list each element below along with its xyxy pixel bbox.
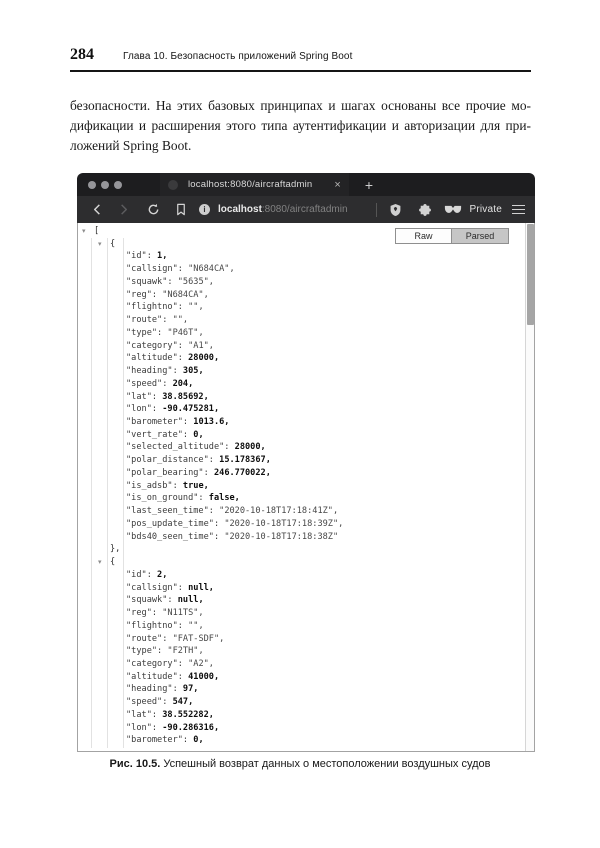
- extensions-puzzle-icon[interactable]: [415, 200, 435, 220]
- json-value: null,: [188, 582, 214, 593]
- scrollbar[interactable]: [525, 223, 534, 751]
- json-key: "type":: [126, 646, 168, 657]
- json-value: 15.178367,: [219, 455, 271, 466]
- url-host: localhost: [218, 204, 262, 215]
- json-key: "speed":: [126, 378, 173, 389]
- json-value: true,: [182, 480, 209, 491]
- json-lines: [78, 225, 524, 747]
- json-value: "2020-10-18T17:18:38Z": [224, 531, 339, 542]
- json-key: "bds40_seen_time":: [126, 531, 225, 542]
- maximize-window-button[interactable]: [114, 181, 122, 189]
- json-key: "speed":: [126, 697, 173, 708]
- figure-caption-label: Рис. 10.5.: [109, 758, 161, 770]
- json-value: 38.552282,: [162, 709, 214, 720]
- json-value: "FAT-SDF",: [172, 633, 225, 644]
- json-line: [78, 696, 524, 709]
- json-viewer: [78, 223, 524, 751]
- json-line: [78, 594, 524, 607]
- json-key: "last_seen_time":: [126, 506, 220, 517]
- json-value: 246.770022,: [213, 467, 271, 478]
- json-key: "id":: [126, 251, 158, 262]
- json-key: "category":: [126, 340, 189, 351]
- json-line: [78, 683, 524, 696]
- json-view-toggle: [395, 228, 509, 244]
- collapse-toggle-icon[interactable]: ▾: [82, 227, 86, 235]
- body-paragraph: [70, 96, 531, 156]
- browser-window: [77, 173, 535, 752]
- json-key: "lon":: [126, 404, 163, 415]
- json-line: [78, 607, 524, 620]
- collapse-toggle-icon[interactable]: ▾: [98, 558, 102, 567]
- json-line: [78, 582, 524, 595]
- json-line: [78, 289, 524, 302]
- body-line: ложений Spring Boot.: [70, 138, 192, 153]
- back-icon[interactable]: [87, 200, 107, 220]
- json-line: [78, 429, 524, 442]
- json-line: [78, 569, 524, 582]
- json-key: "squawk":: [126, 595, 178, 606]
- json-line: [78, 543, 524, 556]
- json-key: "id":: [126, 569, 158, 580]
- json-key: "altitude":: [126, 671, 189, 682]
- toolbar-divider: [376, 203, 377, 217]
- json-key: "lat":: [126, 709, 163, 720]
- json-value: "N684CA",: [162, 289, 209, 300]
- url-bar[interactable]: [199, 204, 368, 215]
- json-line: [78, 327, 524, 340]
- json-value: -90.286316,: [162, 722, 220, 733]
- json-value: 204,: [172, 378, 194, 389]
- json-line: [78, 403, 524, 416]
- minimize-window-button[interactable]: [101, 181, 109, 189]
- json-value: 28000,: [234, 442, 266, 453]
- json-key: "pos_update_time":: [126, 518, 225, 529]
- json-value: 41000,: [188, 671, 220, 682]
- body-line: безопасности. На этих базовых принципах и шагах основаны все прочие мо-: [70, 98, 531, 113]
- json-key: "squawk":: [126, 276, 178, 287]
- json-value: "",: [188, 302, 204, 313]
- json-value: "A2",: [188, 658, 214, 669]
- parsed-view-button[interactable]: Parsed: [452, 228, 509, 244]
- site-info-icon[interactable]: i: [199, 204, 210, 215]
- bookmark-icon[interactable]: [171, 200, 191, 220]
- json-line: [78, 633, 524, 646]
- raw-view-button[interactable]: Raw: [395, 228, 452, 244]
- chapter-title: Глава 10. Безопасность приложений Spring Boot: [123, 51, 353, 62]
- json-key: "lon":: [126, 722, 163, 733]
- json-line: [78, 416, 524, 429]
- json-key: "reg":: [126, 608, 163, 619]
- json-value: "2020-10-18T17:18:39Z",: [224, 518, 344, 529]
- json-line: [78, 505, 524, 518]
- json-line: [78, 645, 524, 658]
- tab-close-icon[interactable]: ×: [334, 178, 341, 191]
- json-line: [78, 276, 524, 289]
- json-key: "heading":: [126, 684, 183, 695]
- json-line: [78, 671, 524, 684]
- json-line: [78, 492, 524, 505]
- forward-icon[interactable]: [113, 200, 133, 220]
- json-line: [78, 722, 524, 735]
- json-value: },: [110, 544, 121, 555]
- json-line: [78, 734, 524, 747]
- collapse-toggle-icon[interactable]: ▾: [98, 239, 102, 248]
- page-content: [77, 223, 535, 752]
- json-line: [78, 441, 524, 454]
- json-key: "flightno":: [126, 302, 189, 313]
- json-line: [78, 556, 524, 569]
- url-path: :8080/aircraftadmin: [261, 204, 348, 215]
- json-value: 28000,: [188, 353, 220, 364]
- figure-caption: [0, 758, 600, 770]
- json-value: false,: [208, 493, 240, 504]
- json-value: "",: [172, 315, 189, 326]
- json-key: "route":: [126, 315, 173, 326]
- private-mask-icon: [443, 200, 463, 220]
- json-line: [78, 518, 524, 531]
- json-line: [78, 301, 524, 314]
- json-line: [78, 658, 524, 671]
- json-key: "reg":: [126, 289, 163, 300]
- json-value: 97,: [182, 684, 199, 695]
- tab-favicon-icon: [168, 180, 178, 190]
- reload-icon[interactable]: [143, 200, 163, 220]
- json-key: "selected_altitude":: [126, 442, 235, 453]
- private-window-label: Private: [469, 204, 502, 215]
- json-key: "flightno":: [126, 620, 189, 631]
- json-line: [78, 709, 524, 722]
- json-value: 0,: [193, 735, 204, 746]
- json-key: "heading":: [126, 366, 183, 377]
- new-tab-button[interactable]: +: [364, 176, 374, 193]
- json-key: "polar_distance":: [126, 455, 220, 466]
- tab-title: localhost:8080/aircraftadmin: [188, 179, 313, 190]
- json-line: [78, 391, 524, 404]
- json-value: 547,: [172, 697, 194, 708]
- json-value: "F2TH",: [167, 646, 204, 657]
- json-line: [78, 531, 524, 544]
- json-line: [78, 340, 524, 353]
- json-key: "route":: [126, 633, 173, 644]
- json-value: "N11TS",: [162, 608, 204, 619]
- json-key: "is_adsb":: [126, 480, 183, 491]
- browser-tab[interactable]: [160, 173, 349, 196]
- tab-bar: [77, 173, 535, 196]
- json-line: [78, 365, 524, 378]
- json-value: 2,: [157, 569, 168, 580]
- scrollbar-thumb[interactable]: [527, 224, 534, 325]
- json-key: "category":: [126, 658, 189, 669]
- json-key: "lat":: [126, 391, 163, 402]
- json-key: "polar_bearing":: [126, 467, 214, 478]
- menu-hamburger-icon[interactable]: [512, 205, 525, 215]
- json-line: [78, 250, 524, 263]
- json-key: "altitude":: [126, 353, 189, 364]
- json-value: 305,: [182, 366, 204, 377]
- body-line: дификации и расширения этого типа аутентификации и авторизации для при-: [70, 118, 531, 133]
- json-key: "is_on_ground":: [126, 493, 209, 504]
- json-line: [78, 454, 524, 467]
- shield-icon[interactable]: [385, 200, 405, 220]
- json-value: {: [110, 238, 116, 249]
- json-line: [78, 620, 524, 633]
- figure-caption-text: Успешный возврат данных о местоположении воздушных судов: [160, 758, 491, 770]
- page-number: 284: [70, 46, 94, 63]
- json-key: "barometer":: [126, 417, 194, 428]
- json-line: [78, 352, 524, 365]
- json-key: "callsign":: [126, 582, 189, 593]
- json-line: [78, 314, 524, 327]
- browser-toolbar: [77, 196, 535, 223]
- json-value: {: [110, 557, 116, 568]
- json-value: 1,: [157, 251, 168, 262]
- json-key: "barometer":: [126, 735, 194, 746]
- close-window-button[interactable]: [88, 181, 96, 189]
- json-key: "vert_rate":: [126, 429, 194, 440]
- json-value: "A1",: [188, 340, 214, 351]
- json-value: "5635",: [177, 276, 214, 287]
- json-line: [78, 480, 524, 493]
- json-line: [78, 378, 524, 391]
- json-value: "N684CA",: [188, 264, 235, 275]
- json-value: 38.85692,: [162, 391, 209, 402]
- json-line: [78, 263, 524, 276]
- json-value: null,: [177, 595, 204, 606]
- page-header: [70, 46, 531, 72]
- json-value: -90.475281,: [162, 404, 220, 415]
- json-value: 1013.6,: [193, 417, 230, 428]
- json-value: "2020-10-18T17:18:41Z",: [219, 506, 339, 517]
- json-key: "callsign":: [126, 264, 189, 275]
- json-value: "P46T",: [167, 327, 204, 338]
- json-value: "",: [188, 620, 204, 631]
- json-value: 0,: [193, 429, 204, 440]
- json-line: [78, 467, 524, 480]
- json-key: "type":: [126, 327, 168, 338]
- json-value: [: [94, 226, 100, 236]
- window-controls[interactable]: [88, 181, 122, 189]
